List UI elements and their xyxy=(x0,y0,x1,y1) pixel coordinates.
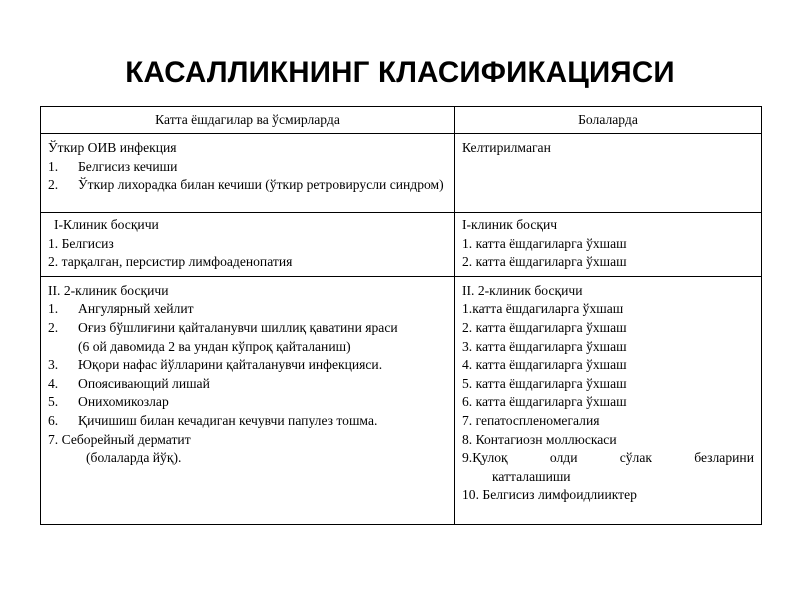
cell-adults-acute xyxy=(41,134,455,213)
cell-adults-stage2 xyxy=(41,276,455,524)
header-children: Болаларда xyxy=(455,107,762,134)
list-item: 1. Белгисиз кечиши xyxy=(48,158,178,174)
table-header-row xyxy=(41,107,762,134)
list-item: 1. Ангулярный хейлит xyxy=(48,301,194,317)
list-item: 4. Опоясивающий лишай xyxy=(48,375,210,391)
list-item-continuation: катталашиши xyxy=(492,468,571,484)
table-row xyxy=(41,134,762,213)
list-item: 1. Белгисиз xyxy=(48,235,114,251)
list-item: 9.Қулоқ олди сўлак безларини xyxy=(462,450,754,466)
list-item-note: (болаларда йўқ). xyxy=(86,450,182,466)
header-adults: Катта ёшдагилар ва ўсмирларда xyxy=(41,107,455,134)
list-item: 10. Белгисиз лимфоидлииктер xyxy=(462,487,637,503)
cell-children-stage1 xyxy=(455,213,762,277)
cell-heading: I-клиник босқич xyxy=(462,217,558,232)
list-item: 5. катта ёшдагиларга ўхшаш xyxy=(462,375,627,391)
list-item: 5. Онихомикозлар xyxy=(48,394,169,410)
list-item: 2. Ўткир лихорадка билан кечиши (ўткир ретровирусли синдром) xyxy=(48,177,444,193)
classification-table xyxy=(40,106,762,525)
list-item: 4. катта ёшдагиларга ўхшаш xyxy=(462,357,627,373)
list-item: 3. катта ёшдагиларга ўхшаш xyxy=(462,338,627,354)
cell-text: Келтирилмаган xyxy=(462,140,551,155)
table-row xyxy=(41,213,762,277)
list-item: 7. гепатоспленомегалия xyxy=(462,412,600,428)
list-item: 2. катта ёшдагиларга ўхшаш xyxy=(462,254,627,270)
list-item: 1.катта ёшдагиларга ўхшаш xyxy=(462,301,624,317)
list-item: 2. тарқалган, персистир лимфоаденопатия xyxy=(48,254,293,270)
cell-heading: Ўткир ОИВ инфекция xyxy=(48,140,177,155)
page-title: КАСАЛЛИКНИНГ КЛАСИФИКАЦИЯСИ xyxy=(125,56,675,89)
list-item: 7. Себорейный дерматит xyxy=(48,431,191,447)
cell-adults-stage1 xyxy=(41,213,455,277)
cell-heading: II. 2-клиник босқичи xyxy=(48,282,169,298)
table-row xyxy=(41,276,762,524)
list-item: 8. Контагиозн моллюскаси xyxy=(462,431,617,447)
cell-children-stage2 xyxy=(455,276,762,524)
list-item: 2. Оғиз бўшлиғини қайталанувчи шиллиқ қаватини яраси (6 ой давомида 2 ва ундан кўпроқ қайталаниш) xyxy=(48,319,398,354)
cell-heading: I-Клиник босқичи xyxy=(54,217,159,232)
cell-heading: II. 2-клиник босқичи xyxy=(462,282,583,298)
cell-children-acute xyxy=(455,134,762,213)
list-item: 2. катта ёшдагиларга ўхшаш xyxy=(462,319,627,335)
list-item: 6. Қичишиш билан кечадиган кечувчи папулез тошма. xyxy=(48,412,378,428)
list-item: 3. Юқори нафас йўлларини қайталанувчи инфекцияси. xyxy=(48,357,383,373)
list-item: 1. катта ёшдагиларга ўхшаш xyxy=(462,235,627,251)
list-item: 6. катта ёшдагиларга ўхшаш xyxy=(462,394,627,410)
